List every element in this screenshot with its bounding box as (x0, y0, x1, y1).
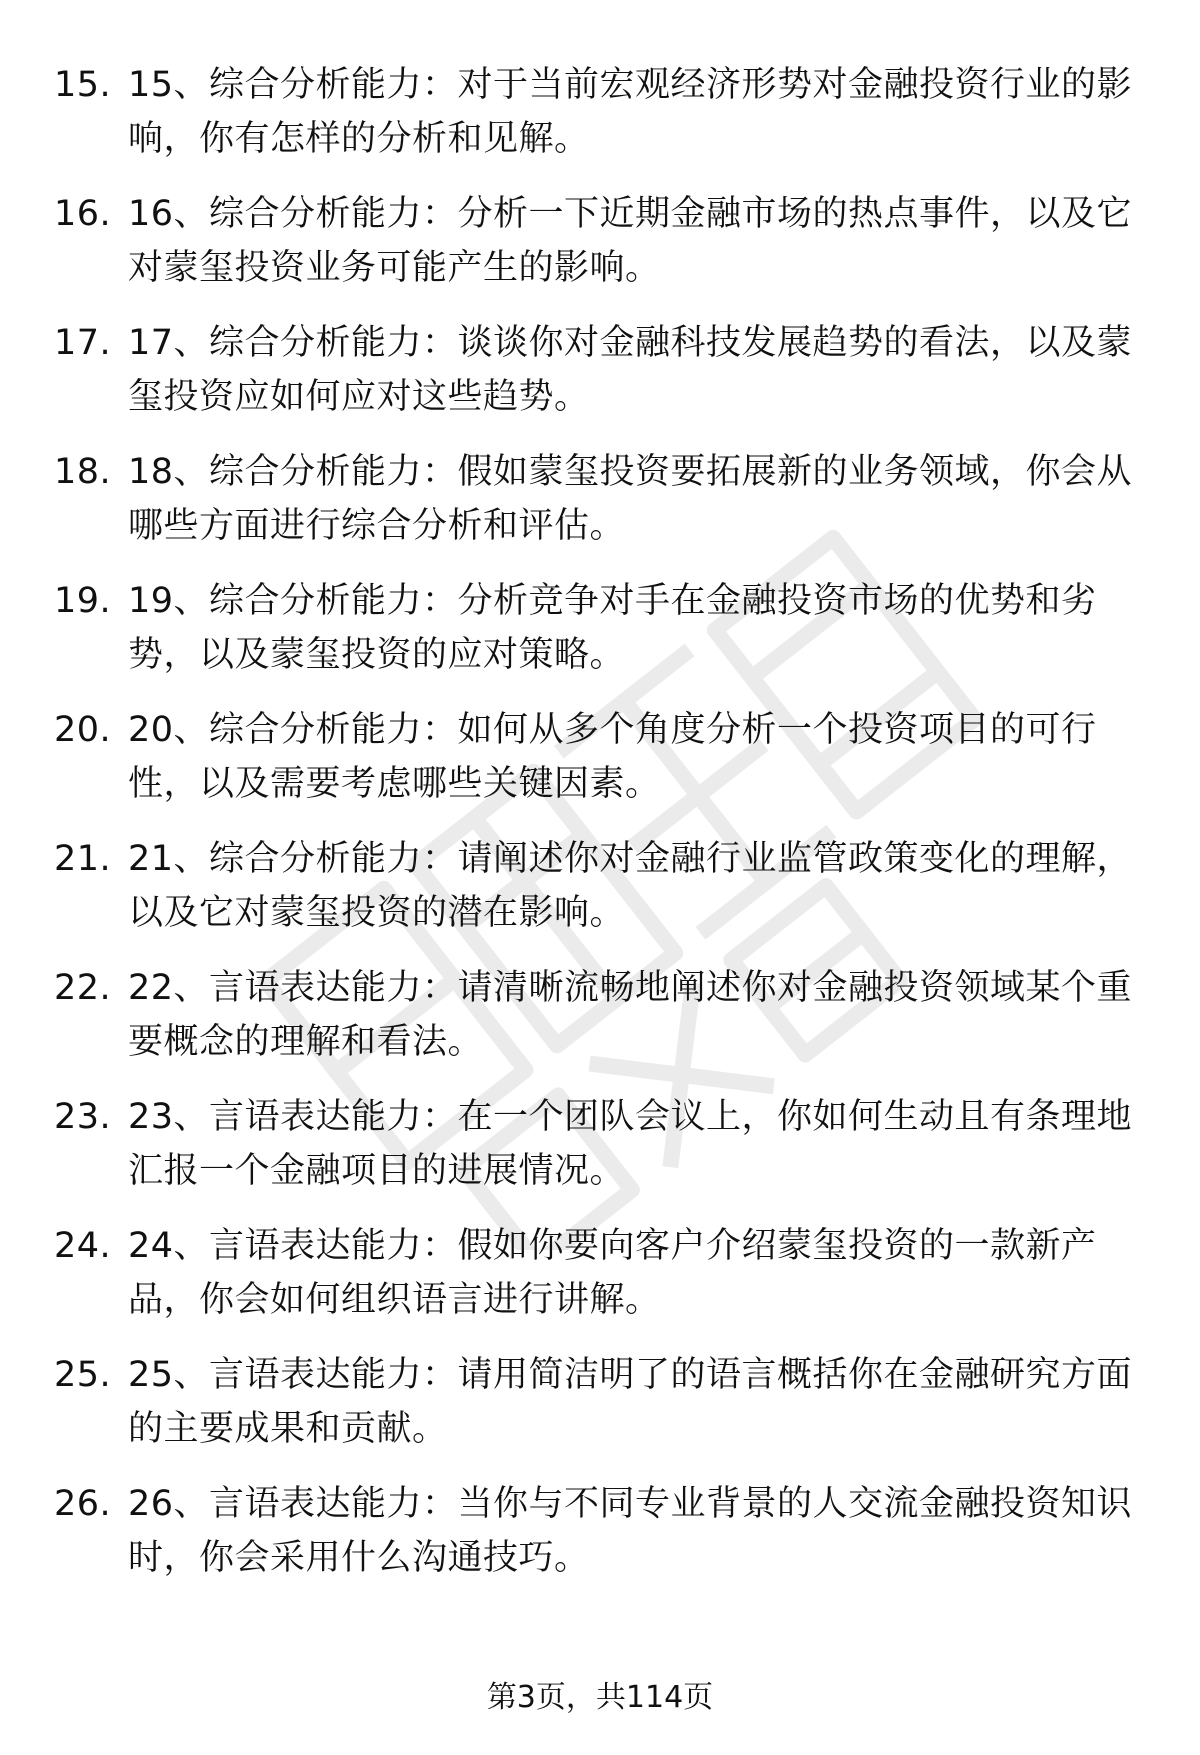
question-item (54, 1219, 1154, 1327)
question-item (54, 574, 1154, 682)
question-item (54, 316, 1154, 424)
question-number: 21. (54, 839, 112, 879)
question-number: 25. (54, 1355, 112, 1395)
question-item (54, 58, 1154, 166)
question-number: 24. (54, 1226, 112, 1266)
question-number: 23. (54, 1097, 112, 1137)
question-item (54, 1348, 1154, 1456)
question-text: 16、综合分析能力：分析一下近期金融市场的热点事件，以及它对蒙玺投资业务可能产生的影响。 (128, 194, 1133, 288)
question-item (54, 1477, 1154, 1585)
question-text: 24、言语表达能力：假如你要向客户介绍蒙玺投资的一款新产品，你会如何组织语言进行讲解。 (128, 1226, 1097, 1320)
question-text: 23、言语表达能力：在一个团队会议上，你如何生动且有条理地汇报一个金融项目的进展情况。 (128, 1097, 1133, 1191)
question-number: 22. (54, 968, 112, 1008)
question-item (54, 832, 1154, 940)
question-number: 17. (54, 323, 112, 363)
question-text: 15、综合分析能力：对于当前宏观经济形势对金融投资行业的影响，你有怎样的分析和见解。 (128, 65, 1133, 159)
question-text: 17、综合分析能力：谈谈你对金融科技发展趋势的看法，以及蒙玺投资应如何应对这些趋势。 (128, 323, 1133, 417)
question-list (54, 58, 1154, 1606)
question-text: 25、言语表达能力：请用简洁明了的语言概括你在金融研究方面的主要成果和贡献。 (128, 1355, 1133, 1449)
question-number: 20. (54, 710, 112, 750)
question-item (54, 187, 1154, 295)
question-text: 18、综合分析能力：假如蒙玺投资要拓展新的业务领域，你会从哪些方面进行综合分析和评估。 (128, 452, 1133, 546)
question-text: 22、言语表达能力：请清晰流畅地阐述你对金融投资领域某个重要概念的理解和看法。 (128, 968, 1133, 1062)
question-item (54, 961, 1154, 1069)
page-footer: 第3页，共114页 (486, 1680, 714, 1715)
question-text: 26、言语表达能力：当你与不同专业背景的人交流金融投资知识时，你会采用什么沟通技巧。 (128, 1484, 1133, 1578)
question-text: 19、综合分析能力：分析竞争对手在金融投资市场的优势和劣势，以及蒙玺投资的应对策略。 (128, 581, 1097, 675)
question-number: 16. (54, 194, 112, 234)
question-item (54, 445, 1154, 553)
question-number: 15. (54, 65, 112, 105)
question-number: 19. (54, 581, 112, 621)
question-text: 21、综合分析能力：请阐述你对金融行业监管政策变化的理解，以及它对蒙玺投资的潜在影响。 (128, 839, 1133, 933)
question-item (54, 1090, 1154, 1198)
question-number: 18. (54, 452, 112, 492)
question-number: 26. (54, 1484, 112, 1524)
question-text: 20、综合分析能力：如何从多个角度分析一个投资项目的可行性，以及需要考虑哪些关键因素。 (128, 710, 1097, 804)
question-item (54, 703, 1154, 811)
